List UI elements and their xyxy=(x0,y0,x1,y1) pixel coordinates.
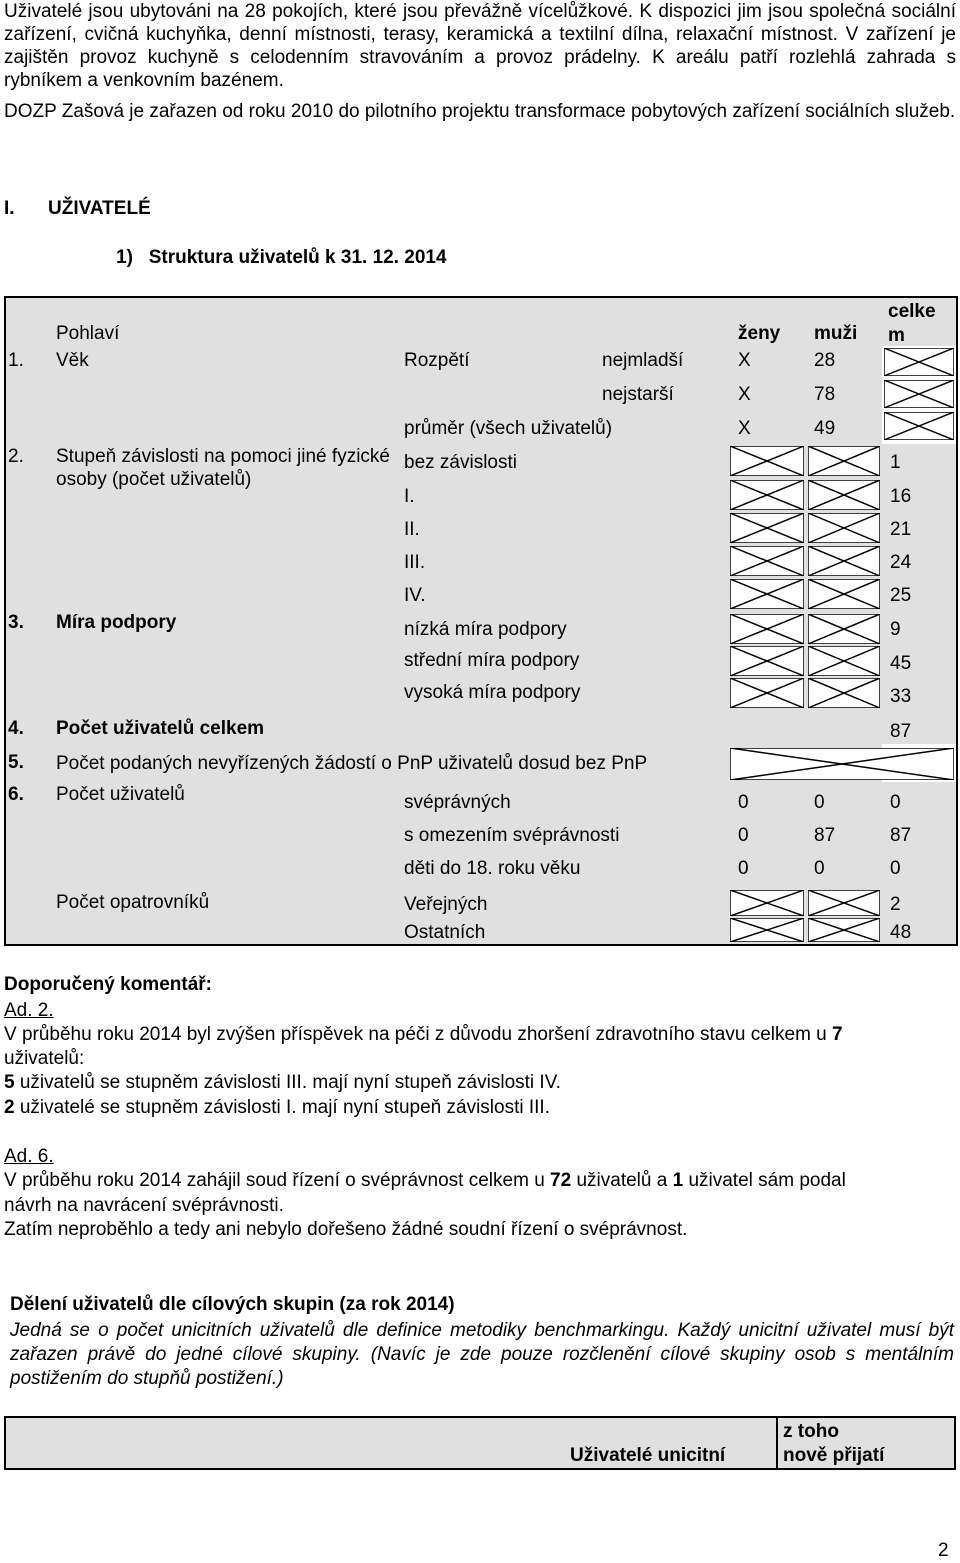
page-number: 2 xyxy=(938,1540,949,1561)
podpora-row-label: nízká míra podpory xyxy=(404,619,567,640)
vek-prumer-zeny: X xyxy=(738,418,751,439)
zavislost-label: Stupeň závislosti na pomoci jiné fyzické osoby (počet uživatelů) xyxy=(56,446,390,490)
comment-ad2-line3 xyxy=(4,1072,561,1094)
cross-cell xyxy=(730,513,804,543)
vek-nejmladsi: nejmladší xyxy=(602,350,684,371)
vek-prumer-muzi: 49 xyxy=(814,418,836,439)
cross-cell xyxy=(808,614,880,644)
table-header-shading xyxy=(398,298,728,346)
intro-paragraph-1: Uživatelé jsou ubytováni na 28 pokojích, které jsou převážně vícelůžkové. K dispozici jim jsou společná sociální zařízení, cvičná kuchyňka, denní místnosti, terasy, keramická a textilní dílna, relaxační místnost. V zařízení je zajištěn provoz kuchyně s celodenním stravováním a provoz prádelny. K areálu patří rozlehlá zahrada s rybníkem a venkovním bazénem. xyxy=(4,1,956,91)
comment-ad6-line3: Zatím neproběhlo a tedy ani nebylo dořešeno žádné soudní řízení o svéprávnost. xyxy=(4,1219,688,1240)
zavislost-row-label: III. xyxy=(404,552,426,573)
text-span: uživatelů a xyxy=(571,1170,673,1191)
svepravnost-row-celkem: 87 xyxy=(890,825,912,846)
svepravnost-row-zeny: 0 xyxy=(738,792,749,813)
comment-ad2-line2: uživatelů: xyxy=(4,1048,85,1069)
celkem-label: Počet uživatelů celkem xyxy=(56,718,265,739)
podpora-row-label: vysoká míra podpory xyxy=(404,682,581,703)
comment-ad2-line4 xyxy=(4,1097,550,1119)
groups-col-nove-line1: z toho xyxy=(783,1421,839,1442)
bold-number: 1 xyxy=(672,1170,684,1191)
cross-cell xyxy=(808,480,880,510)
intro-paragraph-2: DOZP Zašová je zařazen od roku 2010 do pilotního projektu transformace pobytových zařízení sociálních služeb. xyxy=(4,101,956,122)
svepravnost-row-muzi: 0 xyxy=(814,792,825,813)
svepravnost-row-celkem: 0 xyxy=(890,792,901,813)
row-number-3: 3. xyxy=(8,612,24,633)
table-right-border xyxy=(956,296,958,946)
bold-number: 5 xyxy=(4,1072,15,1093)
comment-ad6: Ad. 6. xyxy=(4,1146,54,1167)
row-number-1: 1. xyxy=(8,350,24,371)
cross-cell xyxy=(730,748,954,780)
cross-cell xyxy=(808,678,880,708)
vek-nejmladsi-zeny: X xyxy=(738,350,751,371)
comment-ad6-line1 xyxy=(4,1170,846,1192)
svepravnost-row-label: svéprávných xyxy=(404,792,511,813)
table-left-border xyxy=(4,296,6,946)
cross-cell xyxy=(730,446,804,476)
celkem-value: 87 xyxy=(890,721,912,742)
text-span: V průběhu roku 2014 byl zvýšen příspěvek na péči z důvodu zhoršení zdravotního stavu celkem u xyxy=(4,1024,833,1045)
vek-nejstarsi: nejstarší xyxy=(602,384,674,405)
podpora-row-label: střední míra podpory xyxy=(404,650,580,671)
row-number-4: 4. xyxy=(8,718,24,739)
text-span: uživatelé se stupněm závislosti I. mají nyní stupeň závislosti III. xyxy=(14,1097,550,1118)
cross-cell xyxy=(730,646,804,676)
cross-cell xyxy=(808,579,880,609)
bold-number: 2 xyxy=(4,1097,15,1118)
zavislost-row-label: II. xyxy=(404,519,420,540)
vek-nejmladsi-muzi: 28 xyxy=(814,350,836,371)
cross-cell xyxy=(808,890,880,916)
cross-cell xyxy=(730,546,804,576)
subsection-title: 1) Struktura uživatelů k 31. 12. 2014 xyxy=(116,247,447,268)
cross-cell xyxy=(808,546,880,576)
header-pohlavi: Pohlaví xyxy=(56,323,120,344)
cross-cell xyxy=(884,412,954,440)
cross-cell xyxy=(808,513,880,543)
svepravnost-row-label: s omezením svéprávnosti xyxy=(404,825,620,846)
groups-col-unicitni: Uživatelé unicitní xyxy=(570,1445,726,1466)
row-number-5: 5. xyxy=(8,752,24,773)
svepravnost-row-celkem: 0 xyxy=(890,858,901,879)
cross-cell xyxy=(808,646,880,676)
zavislost-row-value: 24 xyxy=(890,552,912,573)
podpora-row-value: 9 xyxy=(890,619,901,640)
vek-prumer: průměr (všech uživatelů) xyxy=(404,418,613,439)
groups-table-divider xyxy=(776,1418,778,1470)
opatrovnici-row-value: 2 xyxy=(890,894,901,915)
bold-number: 72 xyxy=(550,1170,572,1191)
section-title: UŽIVATELÉ xyxy=(48,198,151,219)
bold-number: 7 xyxy=(832,1024,843,1045)
comment-ad6-line2: návrh na navrácení svéprávnosti. xyxy=(4,1195,284,1216)
row-number-2: 2. xyxy=(8,446,24,467)
vek-rozpeti: Rozpětí xyxy=(404,350,470,371)
groups-description: Jedná se o počet unicitních uživatelů dle definice metodiky benchmarkingu. Každý unicitní uživatel musí být zařazen právě do jedné cílové skupiny. (Navíc je zde pouze rozčlenění cílové skupiny osob s mentálním postižením do stupňů postižení.) xyxy=(10,1320,954,1389)
groups-heading: Dělení uživatelů dle cílových skupin (za rok 2014) xyxy=(10,1294,455,1315)
vek-label: Věk xyxy=(56,350,89,371)
comment-heading: Doporučený komentář: xyxy=(4,974,212,995)
cross-cell xyxy=(808,918,880,942)
opatrovnici-label: Počet opatrovníků xyxy=(56,892,210,913)
section-number: I. xyxy=(4,198,15,219)
podpora-label: Míra podpory xyxy=(56,612,177,633)
svepravnost-row-muzi: 87 xyxy=(814,825,836,846)
text-span: V průběhu roku 2014 zahájil soud řízení o svéprávnost celkem u xyxy=(4,1170,551,1191)
header-celkem: celke m xyxy=(888,301,936,346)
cross-cell xyxy=(884,348,954,376)
svepravnost-row-zeny: 0 xyxy=(738,858,749,879)
cross-cell xyxy=(730,614,804,644)
zavislost-row-value: 21 xyxy=(890,519,912,540)
podpora-row-value: 33 xyxy=(890,686,912,707)
zavislost-row-value: 1 xyxy=(890,452,901,473)
svepravnost-row-label: děti do 18. roku věku xyxy=(404,858,581,879)
zavislost-row-label: I. xyxy=(404,486,415,507)
table-bottom-border xyxy=(4,944,958,946)
zavislost-row-value: 25 xyxy=(890,585,912,606)
podpora-row-value: 45 xyxy=(890,653,912,674)
zavislost-row-label: bez závislosti xyxy=(404,452,517,473)
text-span: uživatelů se stupněm závislosti III. mají nyní stupeň závislosti IV. xyxy=(14,1072,561,1093)
opatrovnici-row-label: Ostatních xyxy=(404,922,486,943)
cross-cell xyxy=(884,380,954,408)
opatrovnici-row-value: 48 xyxy=(890,922,912,943)
svepravnost-label: Počet uživatelů xyxy=(56,784,185,805)
zadosti-label: Počet podaných nevyřízených žádostí o PnP uživatelů dosud bez PnP xyxy=(56,753,648,774)
zavislost-row-label: IV. xyxy=(404,585,426,606)
comment-ad2: Ad. 2. xyxy=(4,1000,54,1021)
vek-nejstarsi-zeny: X xyxy=(738,384,751,405)
svepravnost-row-muzi: 0 xyxy=(814,858,825,879)
cross-cell xyxy=(730,918,804,942)
comment-ad2-line1 xyxy=(4,1024,843,1046)
row-number-6: 6. xyxy=(8,784,24,805)
cross-cell xyxy=(808,446,880,476)
cross-cell xyxy=(730,480,804,510)
vek-nejstarsi-muzi: 78 xyxy=(814,384,836,405)
zavislost-row-value: 16 xyxy=(890,486,912,507)
svepravnost-row-zeny: 0 xyxy=(738,825,749,846)
table-top-border xyxy=(4,296,958,298)
opatrovnici-row-label: Veřejných xyxy=(404,894,488,915)
header-muzi: muži xyxy=(814,323,858,344)
cross-cell xyxy=(730,890,804,916)
groups-col-nove-line2: nově přijatí xyxy=(783,1445,885,1466)
header-zeny: ženy xyxy=(738,323,781,344)
cross-cell xyxy=(730,579,804,609)
cross-cell xyxy=(730,678,804,708)
text-span: uživatel sám podal xyxy=(683,1170,846,1191)
